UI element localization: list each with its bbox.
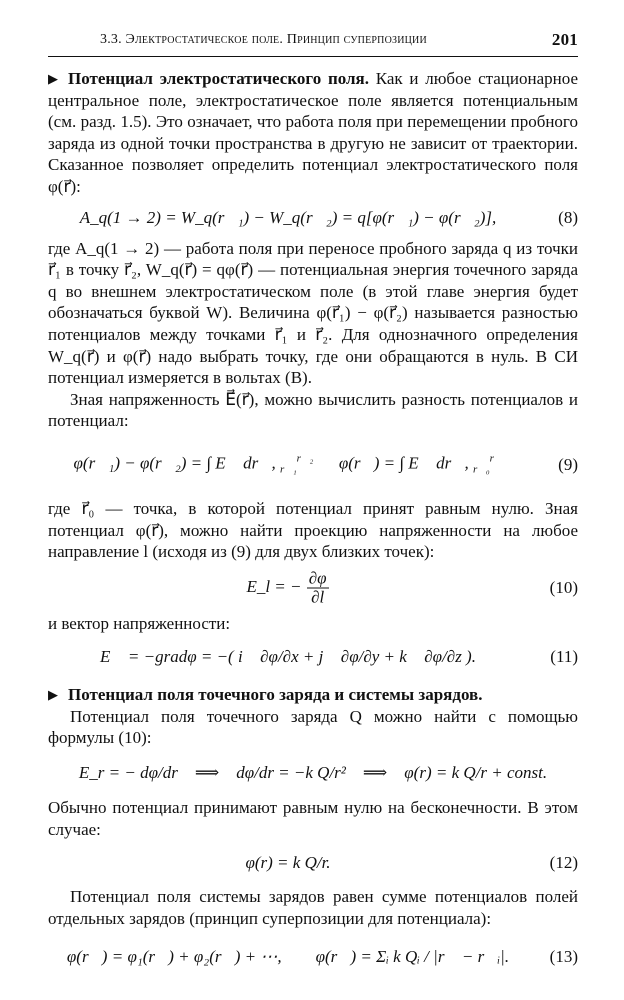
section-2-paragraph-2: Обычно потенциал принимают равным нулю на бесконечности. В этом случае: [48,798,578,839]
page-body [48,68,578,985]
equation-9 [48,432,578,498]
equation-13-right: φ(r⃗) = Σᵢ k Qᵢ / |r⃗ − r⃗ᵢ|. [315,947,510,967]
equation-10-number: (10) [549,577,578,597]
equation-10-numerator: ∂φ [308,568,327,588]
section-2-heading-line [48,684,578,706]
equation-point-charge-body [48,762,578,784]
equation-12-number: (12) [549,853,578,873]
implies-arrow-2: ⟹ [362,763,388,783]
equation-10-lhs: E_l = − [246,576,302,596]
equation-9-upper-limit-2: r⃗ [489,452,503,465]
book-page [48,0,578,1000]
triangle-bullet-icon: ▶ [48,71,58,86]
section-1-paragraph-3: Зная напряженность E⃗(r⃗), можно вычислить разность потенциалов и потенциал: [48,389,578,431]
equation-13-left: φ(r⃗) = φ₁(r⃗) + φ₂(r⃗) + ⋯, [66,947,282,967]
implies-arrow-1: ⟹ [194,763,220,783]
section-1-intro [48,68,578,198]
equation-13-body [48,947,528,969]
equation-13-number: (13) [549,947,578,967]
section-1-paragraph-4: где r⃗₀ — точка, в которой потенциал принят равным нулю. Зная потенциал φ(r⃗), можно найти проекцию напряженности на любое направление l (исходя из (9) для двух близких точек): [48,498,578,562]
triangle-bullet-icon: ▶ [48,687,58,703]
header-title: 3.3. Электростатическое поле. Принцип суперпозиции [100,32,427,47]
equation-10 [48,563,578,613]
equation-9-lower-limit-2: r⃗₀ [472,463,490,476]
equation-11 [48,634,578,680]
equation-11-body: E⃗ = −gradφ = −( i⃗ ∂φ/∂x + j⃗ ∂φ/∂y + k⃗ ∂φ/∂z ). [100,647,476,667]
equation-9-upper-limit-1: r⃗₂ [296,452,314,465]
equation-10-fraction [307,569,329,606]
section-2-heading: Потенциал поля точечного заряда и системы зарядов. [68,685,483,705]
running-header [100,32,578,54]
equation-9-lower-limit-1: r⃗₁ [280,463,297,476]
equation-9-body [48,449,528,482]
section-1-paragraph-2: где A_q(1 → 2) — работа поля при переносе пробного заряда q из точки r⃗₁ в точку r⃗₂, W_q(r⃗) = qφ(r⃗) — потенциальная энергия точечного заряда q во внешнем электростатическом поле (в этой главе энергия будет обозначаться буквой W). Величина φ(r⃗₁) − φ(r⃗₂) называется разностью потенциалов между точками r⃗₁ и r⃗₂. Для однозначного определения W_q(r⃗) и φ(r⃗) надо выбрать точку, где они обращаются в нуль. В СИ потенциал измеряется в вольтах (В). [48,238,578,388]
page-number: 201 [551,30,578,49]
equation-8-number: (8) [558,207,578,227]
equation-12-body: φ(r) = k Q/r. [245,853,331,873]
equation-point-charge-b: dφ/dr = −k Q/r² [236,763,346,783]
section-1-paragraph-1: Как и любое стационарное центральное поле, электростатическое поле является потенциальным (см. разд. 1.5). Это означает, что работа поля при перемещении пробного заряда из одной точки пространства в другую не зависит от траектории. Сказанное позволяет определить потенциал электростатического поля φ(r⃗): [48,69,578,196]
equation-9-left: φ(r⃗₁) − φ(r⃗₂) = ∫ E⃗ dr⃗, [73,453,276,473]
equation-10-denominator: ∂l [311,587,325,607]
equation-10-body [48,569,528,606]
equation-point-charge-c: φ(r) = k Q/r + const. [404,763,548,783]
equation-point-charge-a: E_r = − dφ/dr [78,763,178,783]
equation-point-charge [48,749,578,797]
equation-8-body: A_q(1 → 2) = W_q(r⃗₁) − W_q(r⃗₂) = q[φ(r⃗₁) − φ(r⃗₂)], [79,207,497,227]
equation-9-right: φ(r⃗) = ∫ E⃗ dr⃗, [338,453,469,473]
equation-9-number: (9) [558,455,578,475]
section-2-paragraph-1: Потенциал поля точечного заряда Q можно найти с помощью формулы (10): [48,706,578,748]
section-1-paragraph-5: и вектор напряженности: [48,613,231,633]
equation-8 [48,198,578,238]
section-2-paragraph-3: Потенциал поля системы зарядов равен сумме потенциалов полей отдельных зарядов (принцип суперпозиции для потенциала): [48,887,578,928]
header-rule [48,56,578,57]
equation-12 [48,840,578,886]
equation-13 [48,929,578,985]
section-1-heading: Потенциал электростатического поля. [68,69,369,88]
equation-11-number: (11) [550,647,578,667]
